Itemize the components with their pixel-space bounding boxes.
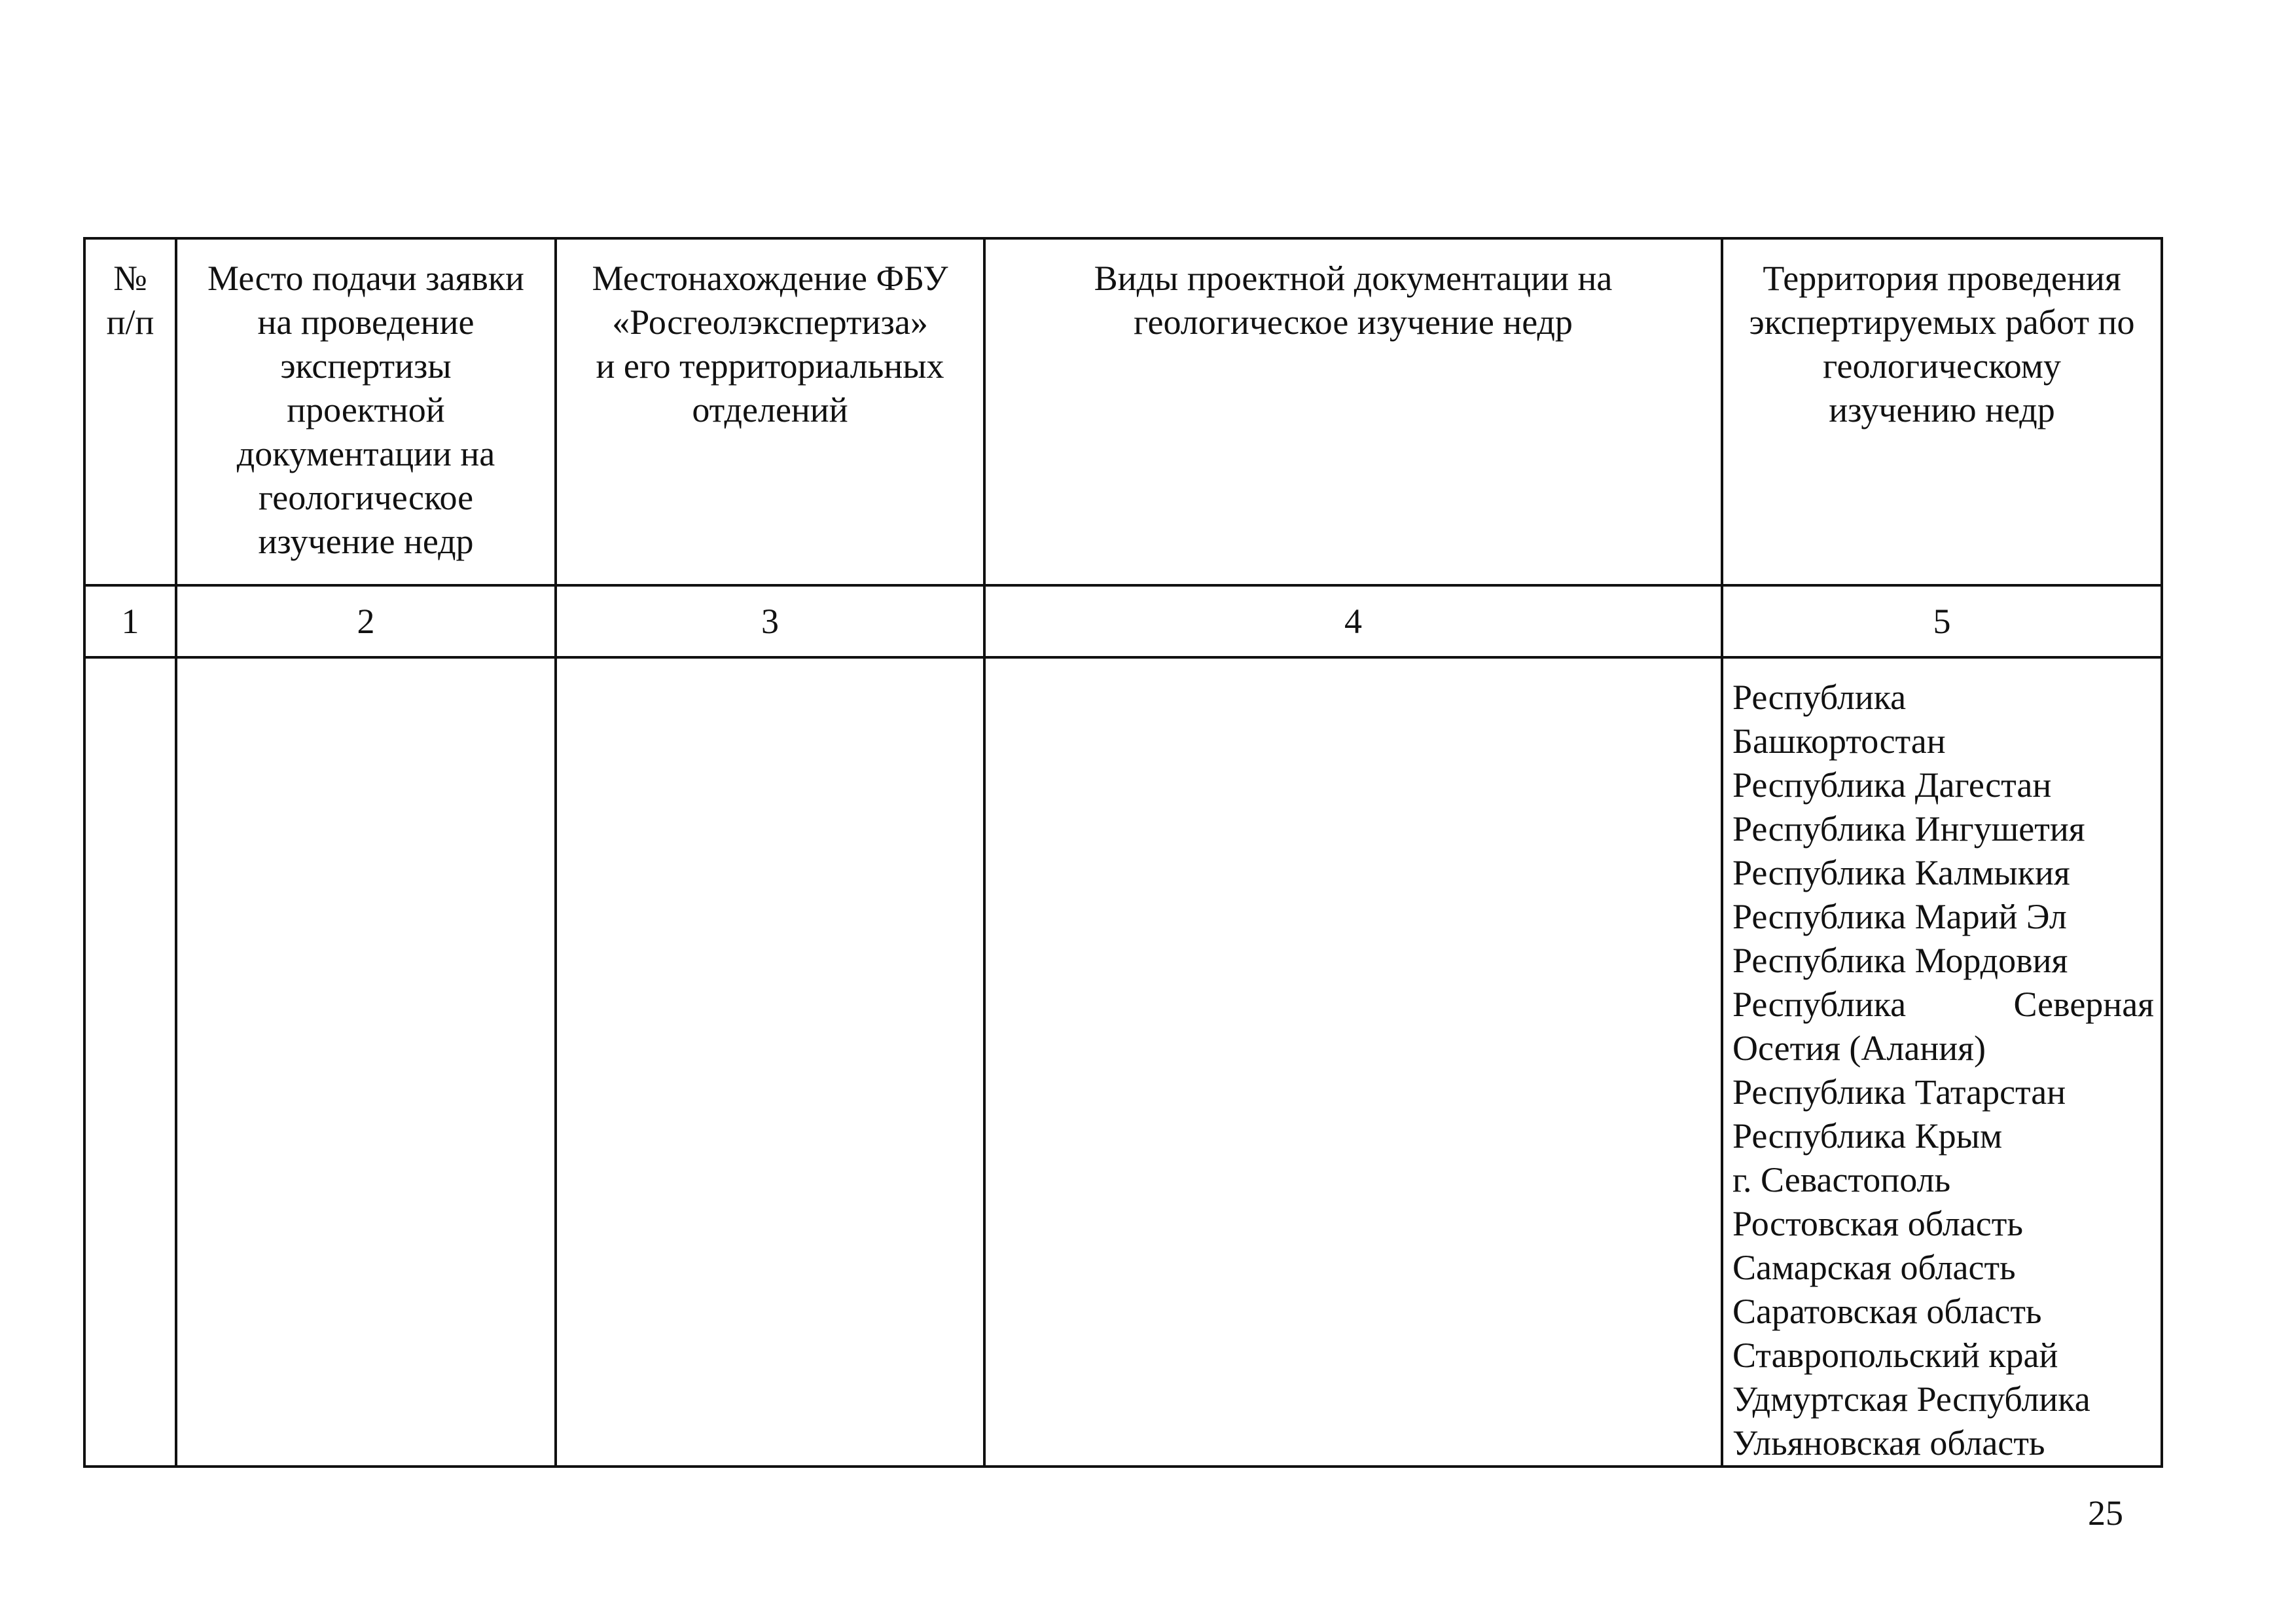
header-cell-application-place (176, 238, 556, 585)
header-line: изучению недр (1829, 390, 2055, 429)
territory-item: Саратовская область (1732, 1292, 2042, 1331)
page-number: 25 (2088, 1493, 2123, 1533)
header-line: геологическое изучение недр (1134, 302, 1573, 342)
header-cell-location (556, 238, 984, 585)
empty-cell-doc-types (984, 657, 1722, 1467)
header-line: на проведение (257, 302, 475, 342)
territory-item: Ростовская область (1732, 1204, 2023, 1243)
territory-item: Ульяновская область (1732, 1423, 2045, 1463)
header-cell-doc-types (984, 238, 1722, 585)
column-number-cell: 3 (556, 585, 984, 657)
territory-item: Республика Марий Эл (1732, 897, 2067, 936)
column-number-cell: 4 (984, 585, 1722, 657)
territory-item: Республика Калмыкия (1732, 853, 2070, 892)
column-number-cell: 1 (84, 585, 176, 657)
header-line: Виды проектной документации на (1094, 259, 1613, 298)
header-line: экспертируемых работ по (1749, 302, 2135, 342)
territory-item: Республика Крым (1732, 1116, 2003, 1156)
header-number-line: № (113, 259, 147, 298)
column-number-cell: 5 (1722, 585, 2162, 657)
header-line: отделений (692, 390, 848, 429)
territory-cell (1722, 657, 2162, 1467)
regions-table (83, 237, 2163, 1468)
territory-item-justified-left: Республика (1732, 985, 1907, 1024)
territory-item-justified-right: Северная (2013, 985, 2154, 1024)
header-line: геологическое (258, 478, 474, 517)
header-line: Территория проведения (1763, 259, 2121, 298)
header-cell-number (84, 238, 176, 585)
territory-item: г. Севастополь (1732, 1160, 1951, 1199)
empty-cell-location (556, 657, 984, 1467)
header-line: документации на (236, 434, 495, 473)
header-cell-territory (1722, 238, 2162, 585)
territory-item: Самарская область (1732, 1248, 2016, 1287)
territory-item: Ставропольский край (1732, 1336, 2058, 1375)
header-line: и его территориальных (596, 346, 944, 386)
table-row (84, 657, 2162, 1467)
territory-item: Башкортостан (1732, 721, 1946, 761)
header-row (84, 238, 2162, 585)
header-line: геологическому (1823, 346, 2061, 386)
territory-item-justified (1732, 983, 2154, 1027)
empty-cell-application-place (176, 657, 556, 1467)
header-line: изучение недр (258, 522, 474, 561)
column-number-cell: 2 (176, 585, 556, 657)
header-line: Местонахождение ФБУ (592, 259, 948, 298)
territory-item: Осетия (Алания) (1732, 1029, 1986, 1068)
empty-cell-number (84, 657, 176, 1467)
territory-item: Республика Дагестан (1732, 765, 2052, 805)
header-line: проектной (287, 390, 445, 429)
column-number-row (84, 585, 2162, 657)
territory-item: Республика (1732, 678, 1907, 717)
header-line: «Росгеолэкспертиза» (612, 302, 928, 342)
header-number-line: п/п (106, 302, 154, 342)
header-line: экспертизы (280, 346, 452, 386)
territory-item: Удмуртская Республика (1732, 1379, 2090, 1419)
header-line: Место подачи заявки (207, 259, 524, 298)
territory-list (1723, 659, 2161, 1465)
territory-item: Республика Ингушетия (1732, 809, 2085, 848)
territory-item: Республика Мордовия (1732, 941, 2068, 980)
territory-item: Республика Татарстан (1732, 1072, 2066, 1112)
